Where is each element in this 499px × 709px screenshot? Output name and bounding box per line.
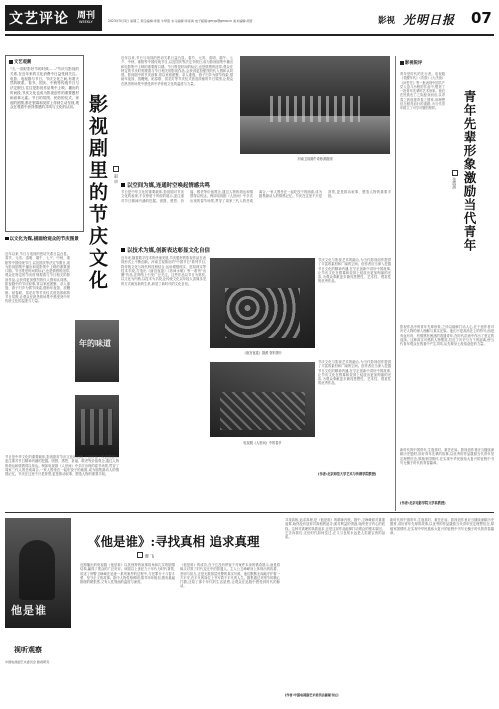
section-heading-2: 以技术为媒,创新表达彰显文化自信 — [121, 246, 321, 254]
poster-figure — [19, 540, 55, 600]
thumb-drama-poster — [75, 395, 119, 457]
masthead-divider — [5, 34, 494, 36]
section-title: 文艺评论 — [9, 11, 69, 27]
photo-festival-stage — [240, 56, 390, 154]
heading-bullet-icon-3 — [5, 237, 9, 241]
newspaper-logo: 光明日报 — [403, 13, 456, 27]
page-number: 07 — [471, 9, 492, 27]
right-column-title: 青年先辈形象激励当代青年 — [462, 90, 477, 252]
sidebar-caption: 中国电视剧艺术委员会 影视研究 — [5, 660, 50, 664]
left-section-heading: 以文化为媒,描画给观众的节庆图景 — [5, 236, 85, 242]
right-column-author: 张凯滨 — [452, 170, 458, 189]
right-paragraph-3: 新时代的中国青年,生逢其时、重任在肩。影视创作者应当继续深耕历史题材,讲好青年先辈的故事,以优秀的作品激励当代青年坚定理想信念,厚植家国情怀,在实现中华民族伟大复兴的征程中书写无愧于时代的青春篇章。 — [400, 448, 494, 465]
photo-lifetime-spring — [210, 362, 315, 437]
main-author-note: (作者:北京师范大学艺术与传媒学院教授) — [318, 472, 377, 476]
right-column-divider — [395, 56, 396, 511]
thumb-year-text: 年的味道 — [79, 338, 111, 348]
main-paragraph-4: 节庆文化与影视艺术的融合,为当代影视创作提供了丰富的素材和广阔的空间。创作者应当深入挖掘节日文化的精神内涵,在守正创新中讲好中国故事,让节庆文化在银幕和荧屏上绽放出更加绚丽的光彩,为观众奉献更多兼具思想性、艺术性、观赏性的优秀作品。 — [318, 360, 391, 386]
masthead — [0, 0, 499, 36]
author-marker-icon — [113, 166, 119, 172]
heading-bullet-icon — [121, 183, 125, 187]
section-heading-1: 以空间为媒,连通时空唤起情感共鸣 — [121, 181, 281, 189]
photo-dancers — [270, 96, 360, 122]
weekly-label: 周刊 — [77, 11, 96, 21]
section-separator — [5, 512, 494, 513]
bottom-author-note: (作者:中国电视剧艺术委员会副秘书长) — [285, 693, 339, 697]
photo-tang-palace — [210, 258, 315, 348]
heading-bullet-icon-2 — [121, 248, 125, 252]
intro-box — [5, 55, 84, 232]
main-paragraph-2-body: 节日是中华文化的重要载体,影视剧对节庆文化的表现,不仅停留于风俗的展示,更注重对节日精神内涵的挖掘。团圆、感恩、祈福、敬老等价值观念,通过人物的命运和情感得以传达。例如电视剧《人世间》中多次出现的春节场景,贯穿了周家三代人的悲欢离合,一家人围坐在一起吃饺子的画面,成为剧集最动人的情感记忆。节庆在这里不只是背景,更是推动叙事、塑造人物的重要手段。 — [121, 190, 391, 203]
pen-icon-2 — [400, 61, 404, 65]
category-tag: 影视 — [378, 16, 396, 26]
photo2-caption: 《唐宫夜宴》剧照 资料图片 — [242, 351, 283, 355]
bottom-paragraph-3: 寻找真相,追求真理,是《他是谁》的精神内核。剧中,卫峥嵘面对重重迷雾,始终没有放弃对真相的追寻;面对利益的诱惑,始终坚守内心的底线。这种对真理的执着追求,正是这部作品能够打动观众的根本原因。它告诉我们,无论时代如何变迁,正义与良知永远是人类最宝贵的品质。 — [285, 518, 385, 540]
bottom-paragraph-1: 近期播出的电视剧《他是谁》以其独特的叙事视角和扎实的剧情结构,赢得了观众的广泛好评。该剧以上世纪九十年代为时代背景,讲述了刑警卫峥嵘在追查一系列案件的过程中,与犯罪分子斗智斗勇、坚守正义的故事。剧中人物性格鲜明,情节环环相扣,既有悬疑推理的紧张感,又有人性刻画的温度与深度。 — [80, 563, 175, 585]
author-marker-icon-3 — [137, 552, 143, 558]
right-paragraph-2: 影视作品中的青年先辈形象,之所以能够打动人心,在于创作者对历史人物的深入理解与真实还原。他们不是高高在上的符号,而是有血有肉、有情感有困惑的普通青年,在时代洪流中作出了坚定的选择。这种真实可感的人物塑造,拉近了历史与当下的距离,使当代青年观众在观看中产生共鸣,从先辈身上汲取奋进的力量。 — [400, 325, 494, 347]
photo-family-table — [220, 392, 305, 430]
thumb-year-taste — [75, 320, 119, 382]
sidebar-label: 视听观察 — [14, 646, 42, 654]
author-marker-icon-2 — [452, 170, 458, 176]
bottom-paragraph-4: 新时代的中国青年,生逢其时、重任在肩。影视创作者应当继续深耕历史题材,讲好青年先辈的故事,以优秀的作品激励当代青年坚定理想信念,厚植家国情怀,在实现中华民族伟大复兴的征程中书写无愧于时代的青春篇章。 — [390, 518, 494, 535]
photo1-caption: 河南卫视端午奇妙游剧照 — [297, 157, 333, 161]
right-column-label: 影视锐评 — [400, 60, 422, 66]
main-title: 影视剧里的节庆文化 — [86, 94, 108, 292]
bottom-author: 谭 飞 — [137, 552, 154, 560]
weekly-label-en: WEEKLY — [79, 20, 93, 24]
thumb-poster-figures — [81, 409, 113, 445]
poster-he-is-who — [5, 518, 71, 628]
left-paragraph-1: 近年以来,节日与电视的密切关系日益凸显。春节、元宵、清明、端午、七夕、中秋、重阳等中国传统节日,以及国庆等法定节假日,成为影视剧集中播出和电影集中上映的重要窗口期。节日既是时间的标记,也是情感的纽带,观众在特定的节庆时刻观看与节日相关的影视作品,会获得更加强烈的代入感和认同感。影视剧中的节庆叙事,常以家庭团聚、亲人重逢、游子归乡为情节线索,借助年夜饭、放鞭炮、贴春联、赏花灯等节庆仪式营造浓郁的节日氛围,让观众在熟悉的场景中感受到中华传统文化的温度与力量。 — [5, 252, 70, 304]
left-paragraph-2: 节日是中华文化的重要载体,影视剧对节庆文化的表现,不仅停留于风俗的展示,更注重对节日精神内涵的挖掘。团圆、感恩、祈福、敬老等价值观念,通过人物的命运和情感得以传达。例如电视剧《人世间》中多次出现的春节场景,贯穿了周家三代人的悲欢离合,一家人围坐在一起吃饺子的画面,成为剧集最动人的情感记忆。节庆在这里不只是背景,更是推动叙事、塑造人物的重要手段。 — [5, 455, 119, 477]
photo3-caption: 电视剧《人世间》中的春节 — [243, 441, 282, 445]
photo-figures — [225, 288, 300, 338]
main-paragraph-3b: 节庆文化与影视艺术的融合,为当代影视创作提供了丰富的素材和广阔的空间。创作者应当深入挖掘节日文化的精神内涵,在守正创新中讲好中国故事,让节庆文化在银幕和荧屏上绽放出更加绚丽的光彩,为观众奉献更多兼具思想性、艺术性、观赏性的优秀作品。 — [318, 258, 391, 284]
right-paragraph-1: 青年是时代的先行者。电视剧《觉醒年代》《功勋》《大决战》《问苍茫》等一批表现中国共产党人奋斗历程的作品中,塑造了一批青年先辈的艺术形象。他们在民族危亡之际挺身而出,以青春之我创建青春之国家,用理想信念照亮前行的道路,为当代青年树立了可学可敬的榜样。 — [400, 72, 445, 111]
bottom-paragraph-2: 《他是谁》的成功,在于它没有停留于对案件本身的猎奇展示,而是将镜头对准了时代变迁中的普通人。主人公卫峥嵘身上体现出的执着、坚韧与担当,正是无数基层民警的真实写照。他们默默无闻地守护着一方平安,在平凡的岗位上书写着不平凡的人生。剧集通过对细节的精心打磨,还原了那个年代的生活质感,让观众在追剧中感受到时代的脉动。 — [180, 563, 280, 589]
main-paragraph-1: 近年以来,节日与电视的密切关系日益凸显。春节、元宵、清明、端午、七夕、中秋、重阳等中国传统节日,以及国庆等法定节假日,成为影视剧集中播出和电影集中上映的重要窗口期。节日既是时间的标记,也是情感的纽带,观众在特定的节庆时刻观看与节日相关的影视作品,会获得更加强烈的代入感和认同感。影视剧中的节庆叙事,常以家庭团聚、亲人重逢、游子归乡为情节线索,借助年夜饭、放鞭炮、贴春联、赏花灯等节庆仪式营造浓郁的节日氛围,让观众在熟悉的场景中感受到中华传统文化的温度与力量。 — [121, 56, 233, 86]
right-author-note: (作者:北京电影学院文学系教授) — [400, 501, 446, 505]
edition-info: 2023年5月3日 星期三 责任编辑:李蕾 牛梦笛 实习编辑:李彦禹 电子邮箱:gmyp@gmw.cn 美术编辑:胡哲 — [108, 19, 253, 23]
bottom-title: 《他是谁》:寻找真相 追求真理 — [88, 534, 260, 549]
main-paragraph-3: 近年来,随着数字技术的快速发展,节庆题材的影视作品在表现形式上不断创新。河南卫视推出的"中国节日"系列节目,将传统文化与现代科技相结合,运用增强现实、虚拟现实等技术手段,打造出《唐宫夜宴》《洛神水赋》等一系列"出圈"作品,在网络上引发广泛关注。这些作品以节日为契机,以文化为内核,以技术为手段,让传统文化以年轻人喜闻乐见的方式焕发新的生机,彰显了新时代的文化自信。 — [121, 256, 206, 286]
poster-title: 他是谁 — [11, 604, 47, 617]
pen-icon — [9, 60, 13, 64]
intro-text: "天,一面好影好节的时候……"节庆与影视的关系,在近年来的文化消费中日益受到关注。电影、电视剧与节日、节庆文化之间,有着天然的联系。春节、国庆、中秋等传统节日与法定假日,往往是影视作品集中上映、播出的时间段,节庆文化也成为影视创作的重要题材和叙事元素。节日的氛围、民俗的仪式、家庭的团圆,都在银幕和荧屏上得到生动呈现,观众在观看中获得情感的共鸣与文化的认同。 — [10, 67, 79, 110]
intro-label: 文艺观潮 — [9, 59, 31, 65]
main-author: 赵 卓 — [113, 166, 119, 184]
